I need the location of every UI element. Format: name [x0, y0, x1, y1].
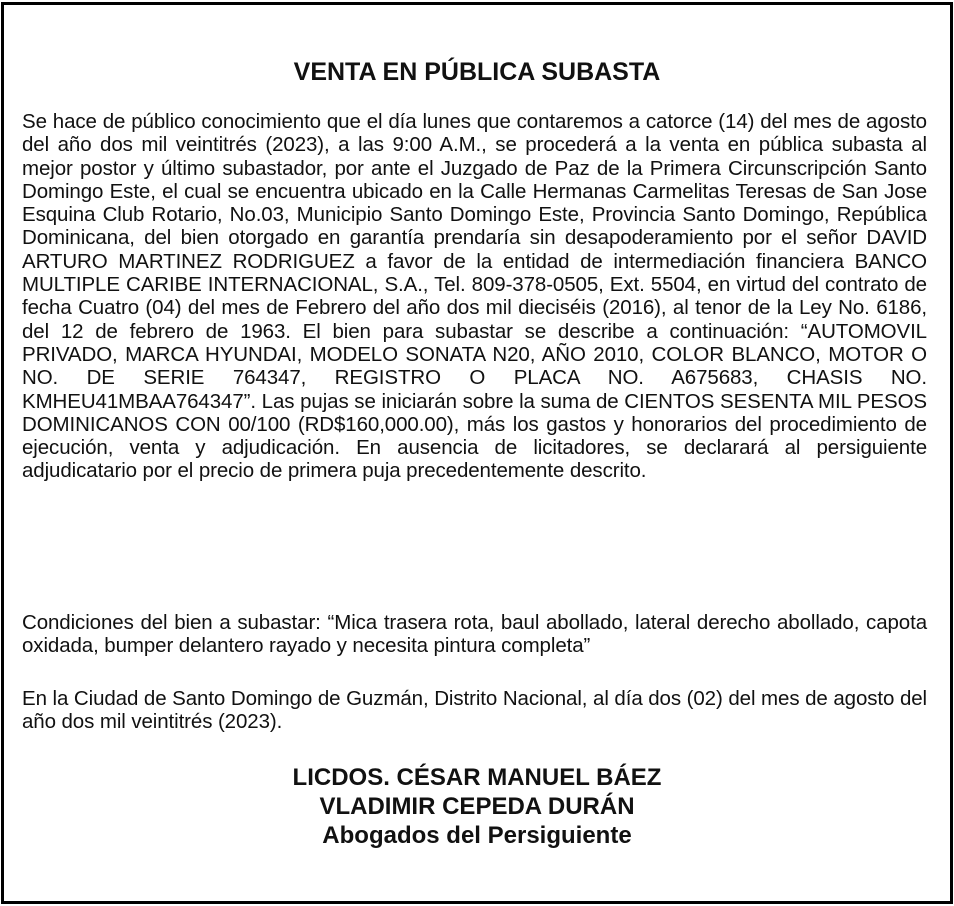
notice-title: VENTA EN PÚBLICA SUBASTA	[293, 58, 661, 86]
signature-block	[4, 763, 950, 850]
signature-line-lawyer-2: VLADIMIR CEPEDA DURÁN	[319, 793, 635, 820]
auction-announcement-paragraph: Se hace de público conocimiento que el día lunes que contaremos a catorce (14) del mes de agosto del año dos mil veintitrés (2023), a las 9:00 A.M., se procederá a la venta en pública subasta al mejor postor y último subastador, por ante el Juzgado de Paz de la Primera Circunscripción Santo Domingo Este, el cual se encuentra ubicado en la Calle Hermanas Carmelitas Teresas de San Jose Esquina Club Rotario, No.03, Municipio Santo Domingo Este, Provincia Santo Domingo, República Dominicana, del bien otorgado en garantía prendaría sin desapoderamiento por el señor DAVID ARTURO MARTINEZ RODRIGUEZ a favor de la entidad de intermediación financiera BANCO MULTIPLE CARIBE INTERNACIONAL, S.A., Tel. 809-378-0505, Ext. 5504, en virtud del contrato de fecha Cuatro (04) del mes de Febrero del año dos mil dieciséis (2016), al tenor de la Ley No. 6186, del 12 de febrero de 1963. El bien para subastar se describe a continuación: “AUTOMOVIL PRIVADO, MARCA HYUNDAI, MODELO SONATA N20, AÑO 2010, COLOR BLANCO, MOTOR O NO. DE SERIE 764347, REGISTRO O PLACA NO. A675683, CHASIS NO. KMHEU41MBAA764347”. Las pujas se iniciarán sobre la suma de CIENTOS SESENTA MIL PESOS DOMINICANOS CON 00/100 (RD$160,000.00), más los gastos y honorarios del procedimiento de ejecución, venta y adjudicación. En ausencia de licitadores, se declarará al persiguiente adjudicatario por el precio de primera puja precedentemente descrito.	[22, 110, 927, 483]
signature-line-role: Abogados del Persiguiente	[322, 822, 632, 849]
place-date-paragraph: En la Ciudad de Santo Domingo de Guzmán, Distrito Nacional, al día dos (02) del mes de agosto del año dos mil veintitrés (2023).	[22, 687, 927, 734]
notice-frame	[1, 2, 953, 904]
signature-line-lawyer-1: LICDOS. CÉSAR MANUEL BÁEZ	[292, 764, 662, 791]
asset-conditions-paragraph: Condiciones del bien a subastar: “Mica trasera rota, baul abollado, lateral derecho abollado, capota oxidada, bumper delantero rayado y necesita pintura completa”	[22, 611, 927, 658]
